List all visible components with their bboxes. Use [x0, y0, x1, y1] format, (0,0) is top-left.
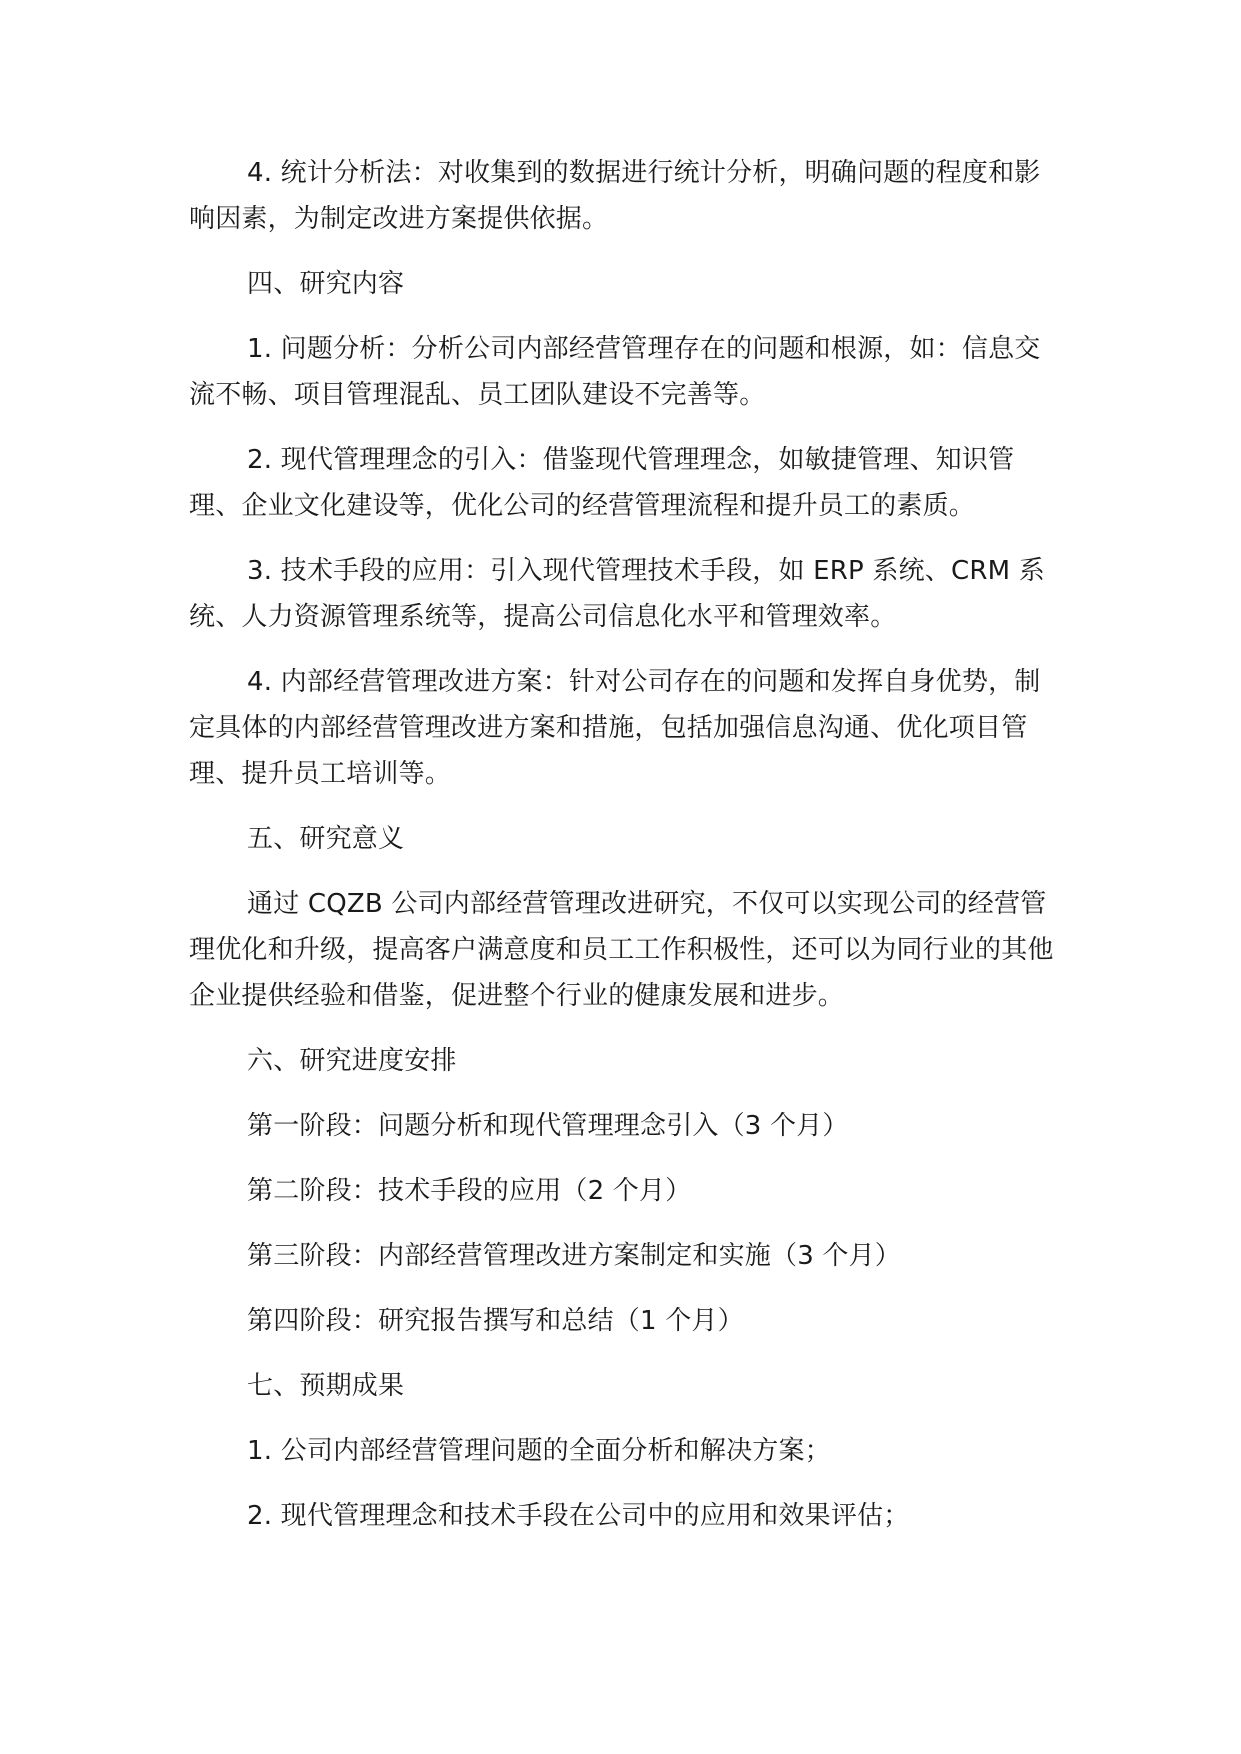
expected-result-1: 1. 公司内部经营管理问题的全面分析和解决方案；: [247, 1436, 831, 1466]
paragraph-statistical-analysis: 4. 统计分析法：对收集到的数据进行统计分析，明确问题的程度和影响因素，为制定改进方案提供依据。: [189, 158, 1041, 234]
expected-result-2: 2. 现代管理理念和技术手段在公司中的应用和效果评估；: [247, 1501, 910, 1531]
paragraph-problem-analysis: 1. 问题分析：分析公司内部经营管理存在的问题和根源，如：信息交流不畅、项目管理混乱、员工团队建设不完善等。: [189, 334, 1041, 410]
schedule-stage-4: 第四阶段：研究报告撰写和总结（1 个月）: [247, 1306, 744, 1336]
schedule-stage-2: 第二阶段：技术手段的应用（2 个月）: [247, 1176, 692, 1206]
section-heading-expected-results: 七、预期成果: [247, 1371, 405, 1401]
section-heading-research-significance: 五、研究意义: [247, 824, 405, 854]
paragraph-modern-management: 2. 现代管理理念的引入：借鉴现代管理理念，如敏捷管理、知识管理、企业文化建设等，优化公司的经营管理流程和提升员工的素质。: [189, 445, 1015, 521]
section-heading-research-content: 四、研究内容: [247, 269, 405, 299]
section-heading-schedule: 六、研究进度安排: [247, 1046, 457, 1076]
paragraph-improvement-plan: 4. 内部经营管理改进方案：针对公司存在的问题和发挥自身优势，制定具体的内部经营管理改进方案和措施，包括加强信息沟通、优化项目管理、提升员工培训等。: [189, 667, 1041, 789]
schedule-stage-1: 第一阶段：问题分析和现代管理理念引入（3 个月）: [247, 1111, 849, 1141]
paragraph-significance: 通过 CQZB 公司内部经营管理改进研究，不仅可以实现公司的经营管理优化和升级，提高客户满意度和员工工作积极性，还可以为同行业的其他企业提供经验和借鉴，促进整个行业的健康发展和进步。: [189, 889, 1054, 1011]
document-body: [189, 150, 1057, 1558]
schedule-stage-3: 第三阶段：内部经营管理改进方案制定和实施（3 个月）: [247, 1241, 902, 1271]
paragraph-technical-means: 3. 技术手段的应用：引入现代管理技术手段，如 ERP 系统、CRM 系统、人力资源管理系统等，提高公司信息化水平和管理效率。: [189, 556, 1045, 632]
